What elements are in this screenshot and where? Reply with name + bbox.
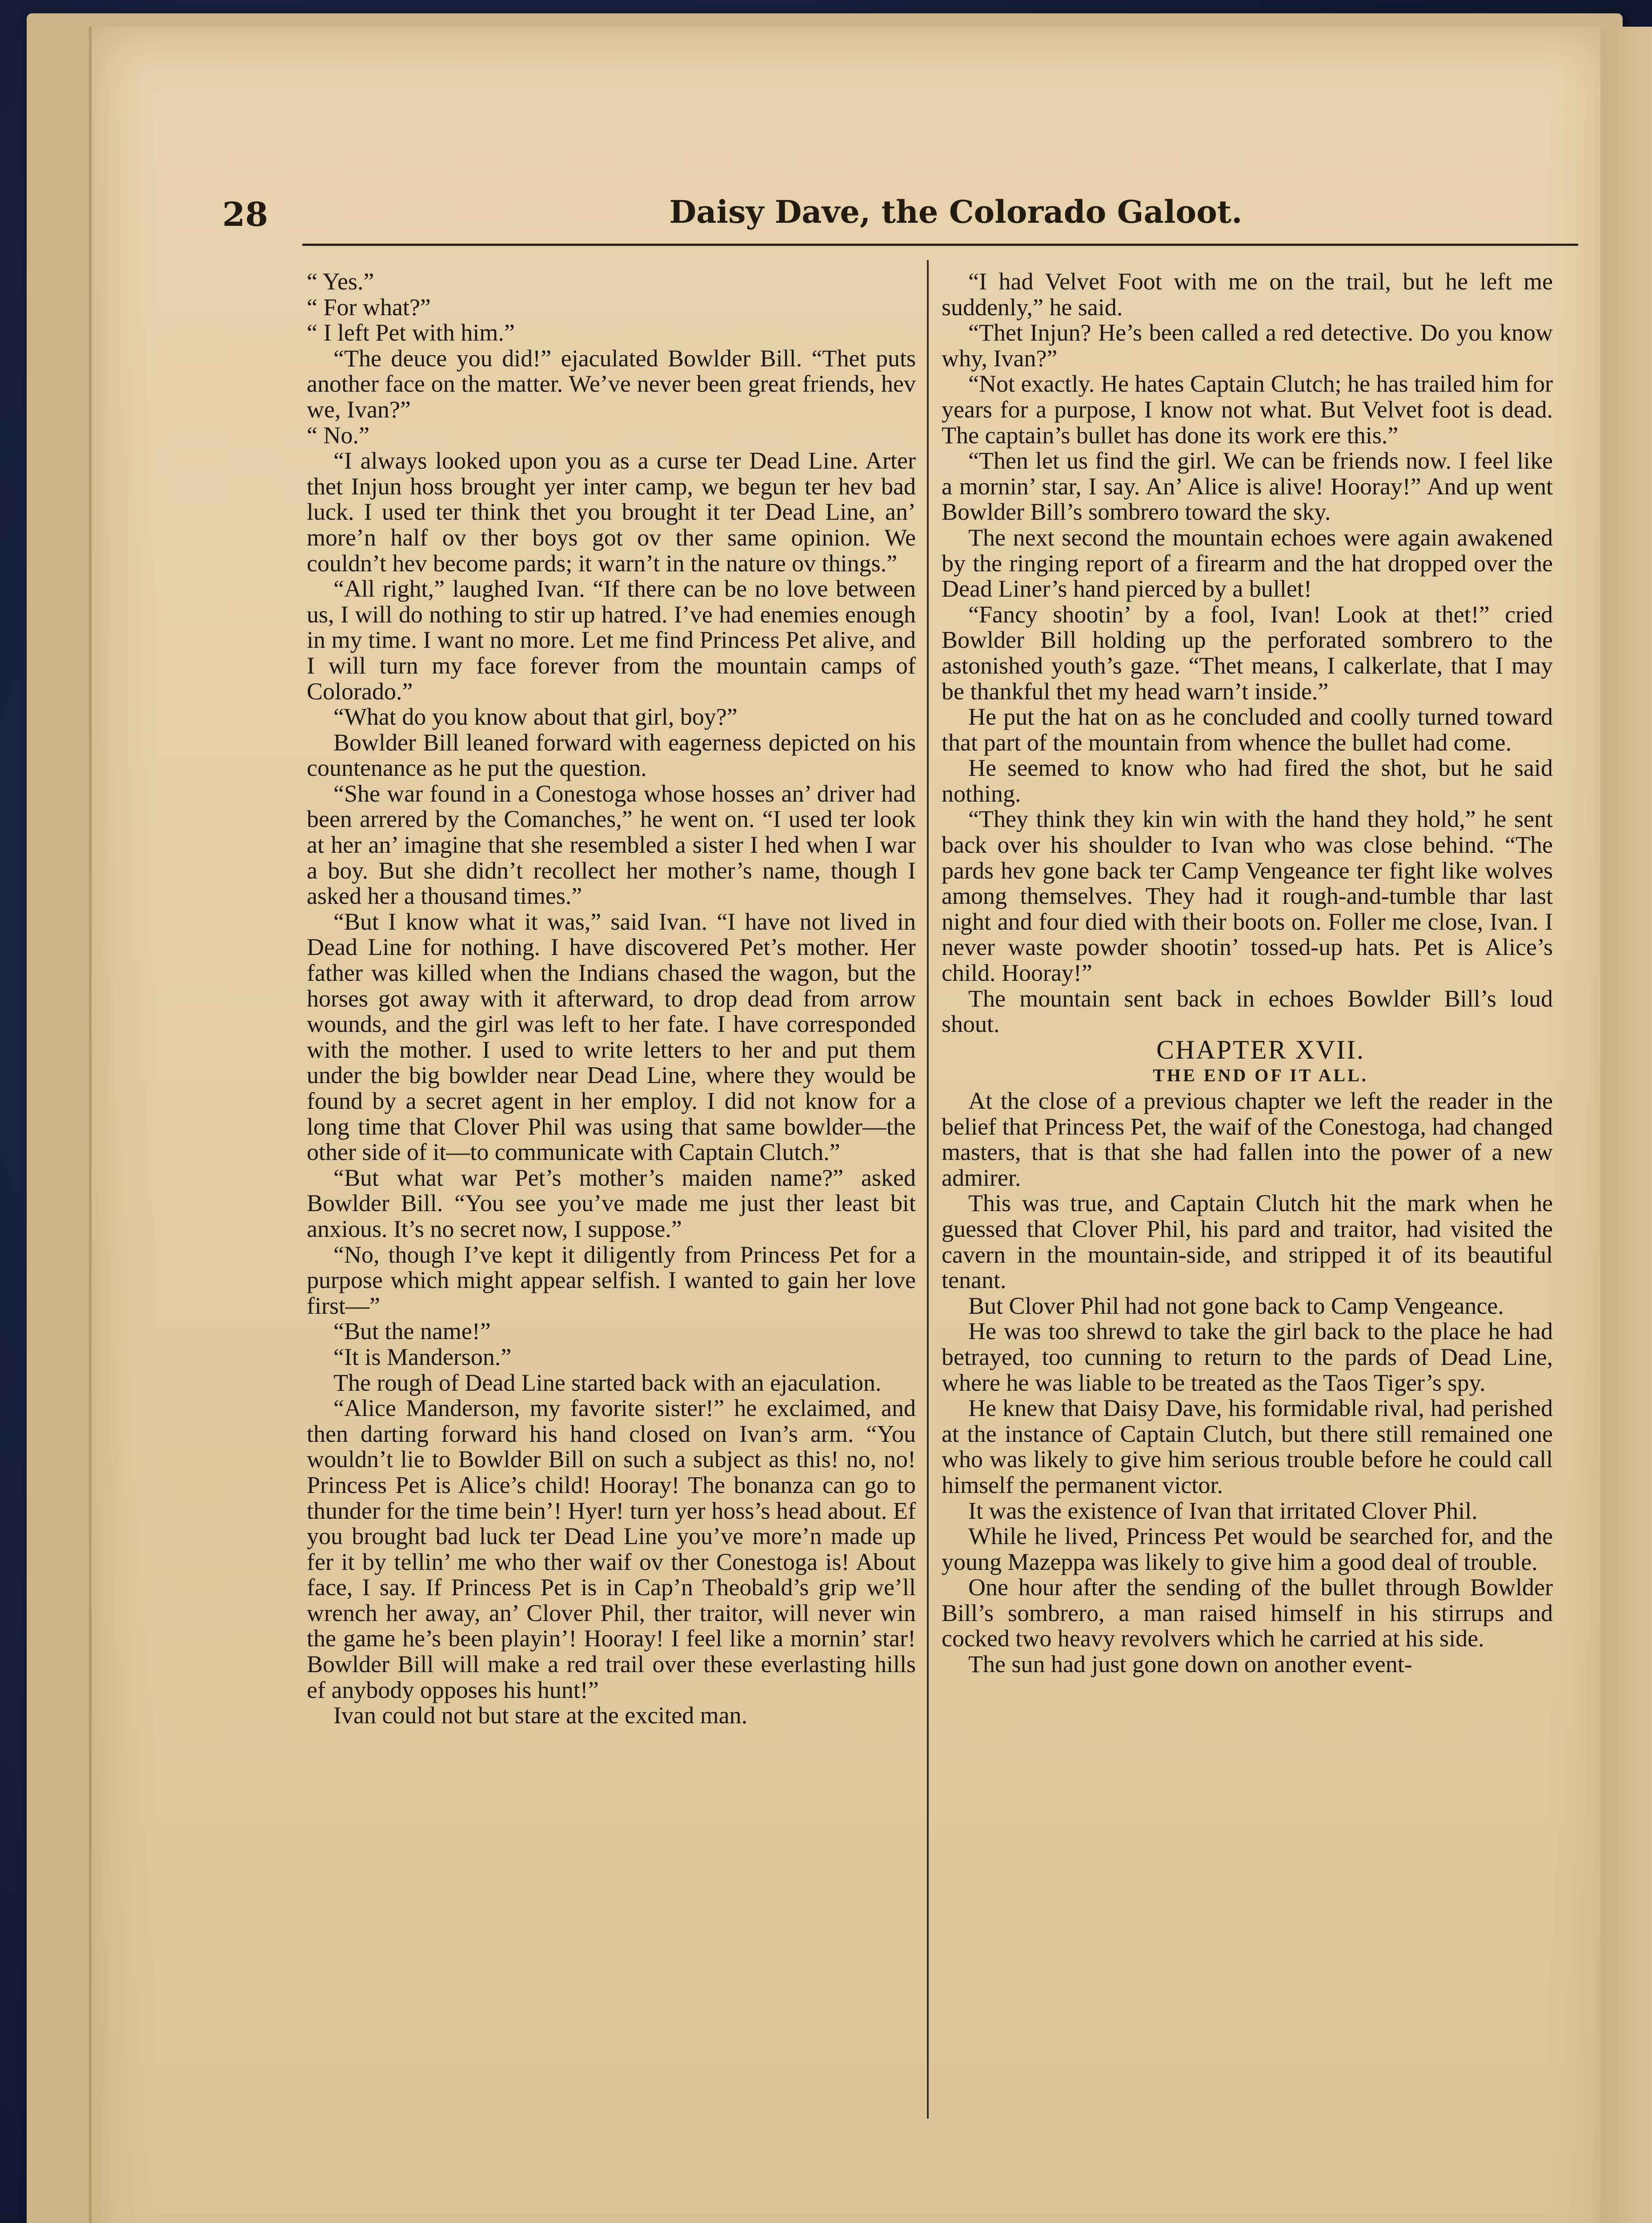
paragraph: “Alice Manderson, my favorite sister!” he exclaimed, and then darting forward his hand closed on Ivan’s arm. “You wouldn’t lie to Bowlder Bill on such a subject as this! no, no! Princess Pet is Alice’s child! Hooray! The bonanza can go to thunder for the time bein’! Hyer! turn yer hoss’s head about. Ef you brought bad luck ter Dead Line you’ve more’n made up fer it by tellin’ me who ther waif ov ther Conestoga is! About face, I say. If Princess Pet is in Cap’n Theobald’s grip we’ll wrench her away, an’ Clover Phil, ther traitor, will never win the game he’s been playin’! Hooray! I feel like a mornin’ star! Bowlder Bill will make a red trail over these everlasting hills ef anybody opposes his hunt!” (307, 1395, 916, 1703)
paragraph: He knew that Daisy Dave, his formidable rival, had perished at the instance of Captain Clutch, but there still remained one who was likely to give him serious trouble before he could call himself the permanent victor. (942, 1395, 1553, 1498)
paragraph: “Not exactly. He hates Captain Clutch; he has trailed him for years for a purpose, I know not what. But Velvet foot is dead. The captain’s bullet has done its work ere this.” (942, 370, 1553, 449)
running-head: Daisy Dave, the Colorado Galoot. (669, 193, 1243, 230)
paragraph: Ivan could not but stare at the excited man. (333, 1702, 748, 1729)
header-rule (302, 244, 1578, 246)
paragraph: “Fancy shootin’ by a fool, Ivan! Look at thet!” cried Bowlder Bill holding up the perforated sombrero to the astonished youth’s gaze. “Thet means, I calkerlate, that I may be thankful thet my head warn’t inside.” (942, 601, 1553, 705)
paragraph: “I always looked upon you as a curse ter Dead Line. Arter thet Injun hoss brought yer inter camp, we begun ter hev bad luck. I used ter think thet you brought it ter Dead Line, an’ more’n half ov ther boys got ov ther same opinion. We couldn’t hev become pards; it warn’t in the nature ov things.” (307, 447, 916, 577)
left-column (307, 269, 916, 1729)
paragraph: He put the hat on as he concluded and coolly turned toward that part of the mountain from whence the bullet had come. (942, 703, 1553, 756)
paragraph: “It is Manderson.” (333, 1343, 512, 1370)
right-column (942, 269, 1553, 1677)
paragraph: He seemed to know who had fired the shot, but he said nothing. (942, 754, 1553, 807)
paragraph: This was true, and Captain Clutch hit the mark when he guessed that Clover Phil, his pard and traitor, had visited the cavern in the mountain-side, and stripped it of its beautiful tenant. (942, 1190, 1553, 1294)
paragraph: One hour after the sending of the bullet through Bowlder Bill’s sombrero, a man raised himself in his stirrups and cocked two heavy revolvers which he carried at his side. (942, 1574, 1553, 1652)
paragraph: But Clover Phil had not gone back to Camp Vengeance. (968, 1292, 1504, 1319)
paragraph: “No, though I’ve kept it diligently from Princess Pet for a purpose which might appear selfish. I wanted to gain her love first—” (307, 1241, 916, 1319)
paragraph: “But the name!” (333, 1318, 491, 1345)
paragraph: The sun had just gone down on another event- (968, 1651, 1412, 1678)
paragraph: At the close of a previous chapter we left the reader in the belief that Princess Pet, the waif of the Conestoga, had changed masters, that is that she had fallen into the power of a new admirer. (942, 1087, 1553, 1191)
paragraph: “But I know what it was,” said Ivan. “I have not lived in Dead Line for nothing. I have discovered Pet’s mother. Her father was killed when the Indians chased the wagon, but the horses got away with it afterward, to drop dead from arrow wounds, and the girl was left to her fate. I have corresponded with the mother. I used to write letters to her and put them under the big bowlder near Dead Line, where they would be found by a secret agent in her employ. I did not know for a long time that Clover Phil was using that same bowlder—the other side of it—to communicate with Captain Clutch.” (307, 908, 916, 1166)
adjacent-page-edge (1600, 27, 1652, 2223)
paragraph: “ I left Pet with him.” (307, 319, 515, 346)
paragraph: “ No.” (307, 421, 369, 449)
paragraph: “The deuce you did!” ejaculated Bowlder Bill. “Thet puts another face on the matter. We’ve never been great friends, hev we, Ivan?” (307, 345, 916, 423)
paragraph: “ Yes.” (307, 268, 374, 295)
chapter-subtitle: THE END OF IT ALL. (1153, 1065, 1368, 1086)
paragraph: “What do you know about that girl, boy?” (333, 703, 738, 730)
paragraph: It was the existence of Ivan that irritated Clover Phil. (968, 1497, 1478, 1524)
chapter-title: CHAPTER XVII. (1156, 1035, 1365, 1064)
paragraph: He was too shrewd to take the girl back to the place he had betrayed, too cunning to return to the pards of Dead Line, where he was liable to be treated as the Taos Tiger’s spy. (942, 1318, 1553, 1396)
paragraph: “She war found in a Conestoga whose hosses an’ driver had been arrered by the Comanches,” he went on. “I used ter look at her an’ imagine that she resembled a sister I hed when I war a boy. But she didn’t recollect her mother’s name, though I asked her a thousand times.” (307, 780, 916, 910)
column-divider (927, 260, 929, 2119)
paragraph: “All right,” laughed Ivan. “If there can be no love between us, I will do nothing to stir up hatred. I’ve had enemies enough in my time. I want no more. Let me find Princess Pet alive, and I will turn my face forever from the mountain camps of Colorado.” (307, 575, 916, 705)
paragraph: Bowlder Bill leaned forward with eagerness depicted on his countenance as he put the question. (307, 729, 916, 782)
paragraph: The mountain sent back in echoes Bowlder Bill’s loud shout. (942, 985, 1553, 1038)
paragraph: “Then let us find the girl. We can be friends now. I feel like a mornin’ star, I say. An’ Alice is alive! Hooray!” And up went Bowlder Bill’s sombrero toward the sky. (942, 447, 1553, 526)
page-number: 28 (222, 196, 268, 234)
paragraph: “I had Velvet Foot with me on the trail, but he left me suddenly,” he said. (942, 268, 1553, 321)
paragraph: “Thet Injun? He’s been called a red detective. Do you know why, Ivan?” (942, 319, 1553, 372)
paragraph: “ For what?” (307, 293, 431, 321)
paragraph: “They think they kin win with the hand they hold,” he sent back over his shoulder to Ivan who was close behind. “The pards hev gone back ter Camp Vengeance ter fight like wolves among themselves. They had it rough-and-tumble thar last night and four died with their boots on. Foller me close, Ivan. I never waste powder shootin’ tossed-up hats. Pet is Alice’s child. Hooray!” (942, 806, 1553, 987)
paragraph: “But what war Pet’s mother’s maiden name?” asked Bowlder Bill. “You see you’ve made me just ther least bit anxious. It’s no secret now, I suppose.” (307, 1164, 916, 1242)
paragraph: While he lived, Princess Pet would be searched for, and the young Mazeppa was likely to give him a good deal of trouble. (942, 1523, 1553, 1575)
paragraph: The next second the mountain echoes were again awakened by the ringing report of a firearm and the hat dropped over the Dead Liner’s hand pierced by a bullet! (942, 524, 1553, 602)
paragraph: The rough of Dead Line started back with an ejaculation. (333, 1369, 882, 1396)
